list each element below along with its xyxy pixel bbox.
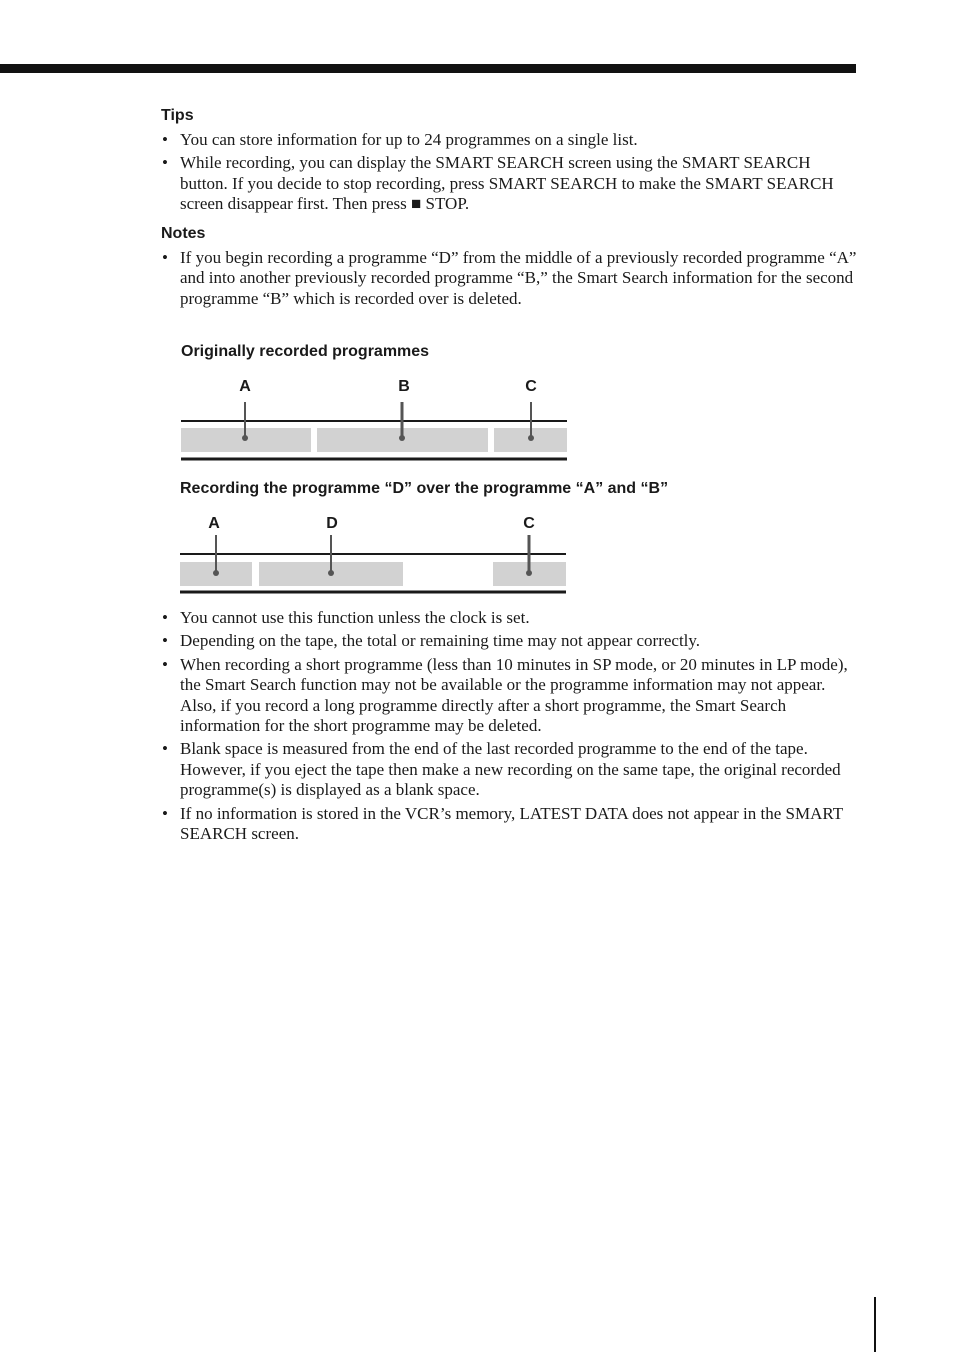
- diagram-overwrite-title: Recording the programme “D” over the programme “A” and “B”: [180, 480, 669, 497]
- marker-a-dot: [242, 435, 248, 441]
- list-item: [161, 739, 861, 800]
- list-item: [161, 655, 861, 737]
- list-item: [161, 153, 861, 214]
- bullet: •: [162, 654, 168, 674]
- programme-label-a: A: [208, 515, 220, 532]
- list-item: [161, 608, 861, 628]
- tip-text: You can store information for up to 24 programmes on a single list.: [180, 130, 638, 149]
- bullet: •: [162, 130, 168, 149]
- notes-heading: Notes: [161, 225, 206, 242]
- bullet: •: [162, 739, 168, 759]
- note-text: If you begin recording a programme “D” from the middle of a previously recorded programme “A” and into another previously recorded programme “B,” the Smart Search information for the second programme “B” which is recorded over is deleted.: [180, 248, 857, 308]
- bullet: •: [162, 631, 168, 651]
- programme-label-c: C: [525, 378, 537, 395]
- marker-b-dot: [399, 435, 405, 441]
- marker-c-dot: [526, 570, 532, 576]
- list-item: [161, 631, 861, 651]
- notes-list-top: [161, 248, 861, 312]
- diagram-original: [170, 370, 580, 465]
- note-text: If no information is stored in the VCR’s memory, LATEST DATA does not appear in the SMART SEARCH screen.: [180, 803, 843, 844]
- bullet: •: [162, 608, 168, 627]
- note-text: Depending on the tape, the total or remaining time may not appear correctly.: [180, 631, 701, 651]
- diagram-overwrite: [170, 507, 580, 597]
- note-text: You cannot use this function unless the clock is set.: [180, 608, 530, 627]
- list-item: [161, 248, 861, 309]
- tips-list: [161, 130, 861, 218]
- tip-text: While recording, you can display the SMART SEARCH screen using the SMART SEARCH button. If you decide to stop recording, press SMART SEARCH to make the SMART SEARCH screen disappear first. Then press ■ STOP.: [180, 153, 834, 214]
- notes-list-bottom: [161, 608, 861, 847]
- note-text: Blank space is measured from the end of the last recorded programme to the end of the tape. However, if you eject the tape then make a new recording on the same tape, the original recorded programme(s) is displayed as a blank space.: [180, 739, 841, 800]
- tips-heading: Tips: [161, 107, 194, 124]
- list-item: [161, 130, 861, 150]
- marker-d-dot: [328, 570, 334, 576]
- bullet: •: [162, 248, 168, 267]
- diagram-original-title: Originally recorded programmes: [181, 343, 430, 360]
- page-edge-rule: [874, 1297, 876, 1352]
- programme-label-c: C: [523, 515, 535, 532]
- marker-c-dot: [528, 435, 534, 441]
- note-text: When recording a short programme (less than 10 minutes in SP mode, or 20 minutes in LP mode), the Smart Search function may not be available or the programme information may not appear. Also, if you record a long programme directly after a short programme, the Smart Search information for the short programme may be deleted.: [180, 654, 848, 736]
- programme-label-a: A: [239, 378, 251, 395]
- list-item: [161, 804, 861, 845]
- bullet: •: [162, 803, 168, 823]
- bullet: •: [162, 153, 168, 173]
- programme-label-b: B: [398, 378, 410, 395]
- header-rule: [0, 64, 856, 73]
- marker-a-dot: [213, 570, 219, 576]
- programme-label-d: D: [326, 515, 338, 532]
